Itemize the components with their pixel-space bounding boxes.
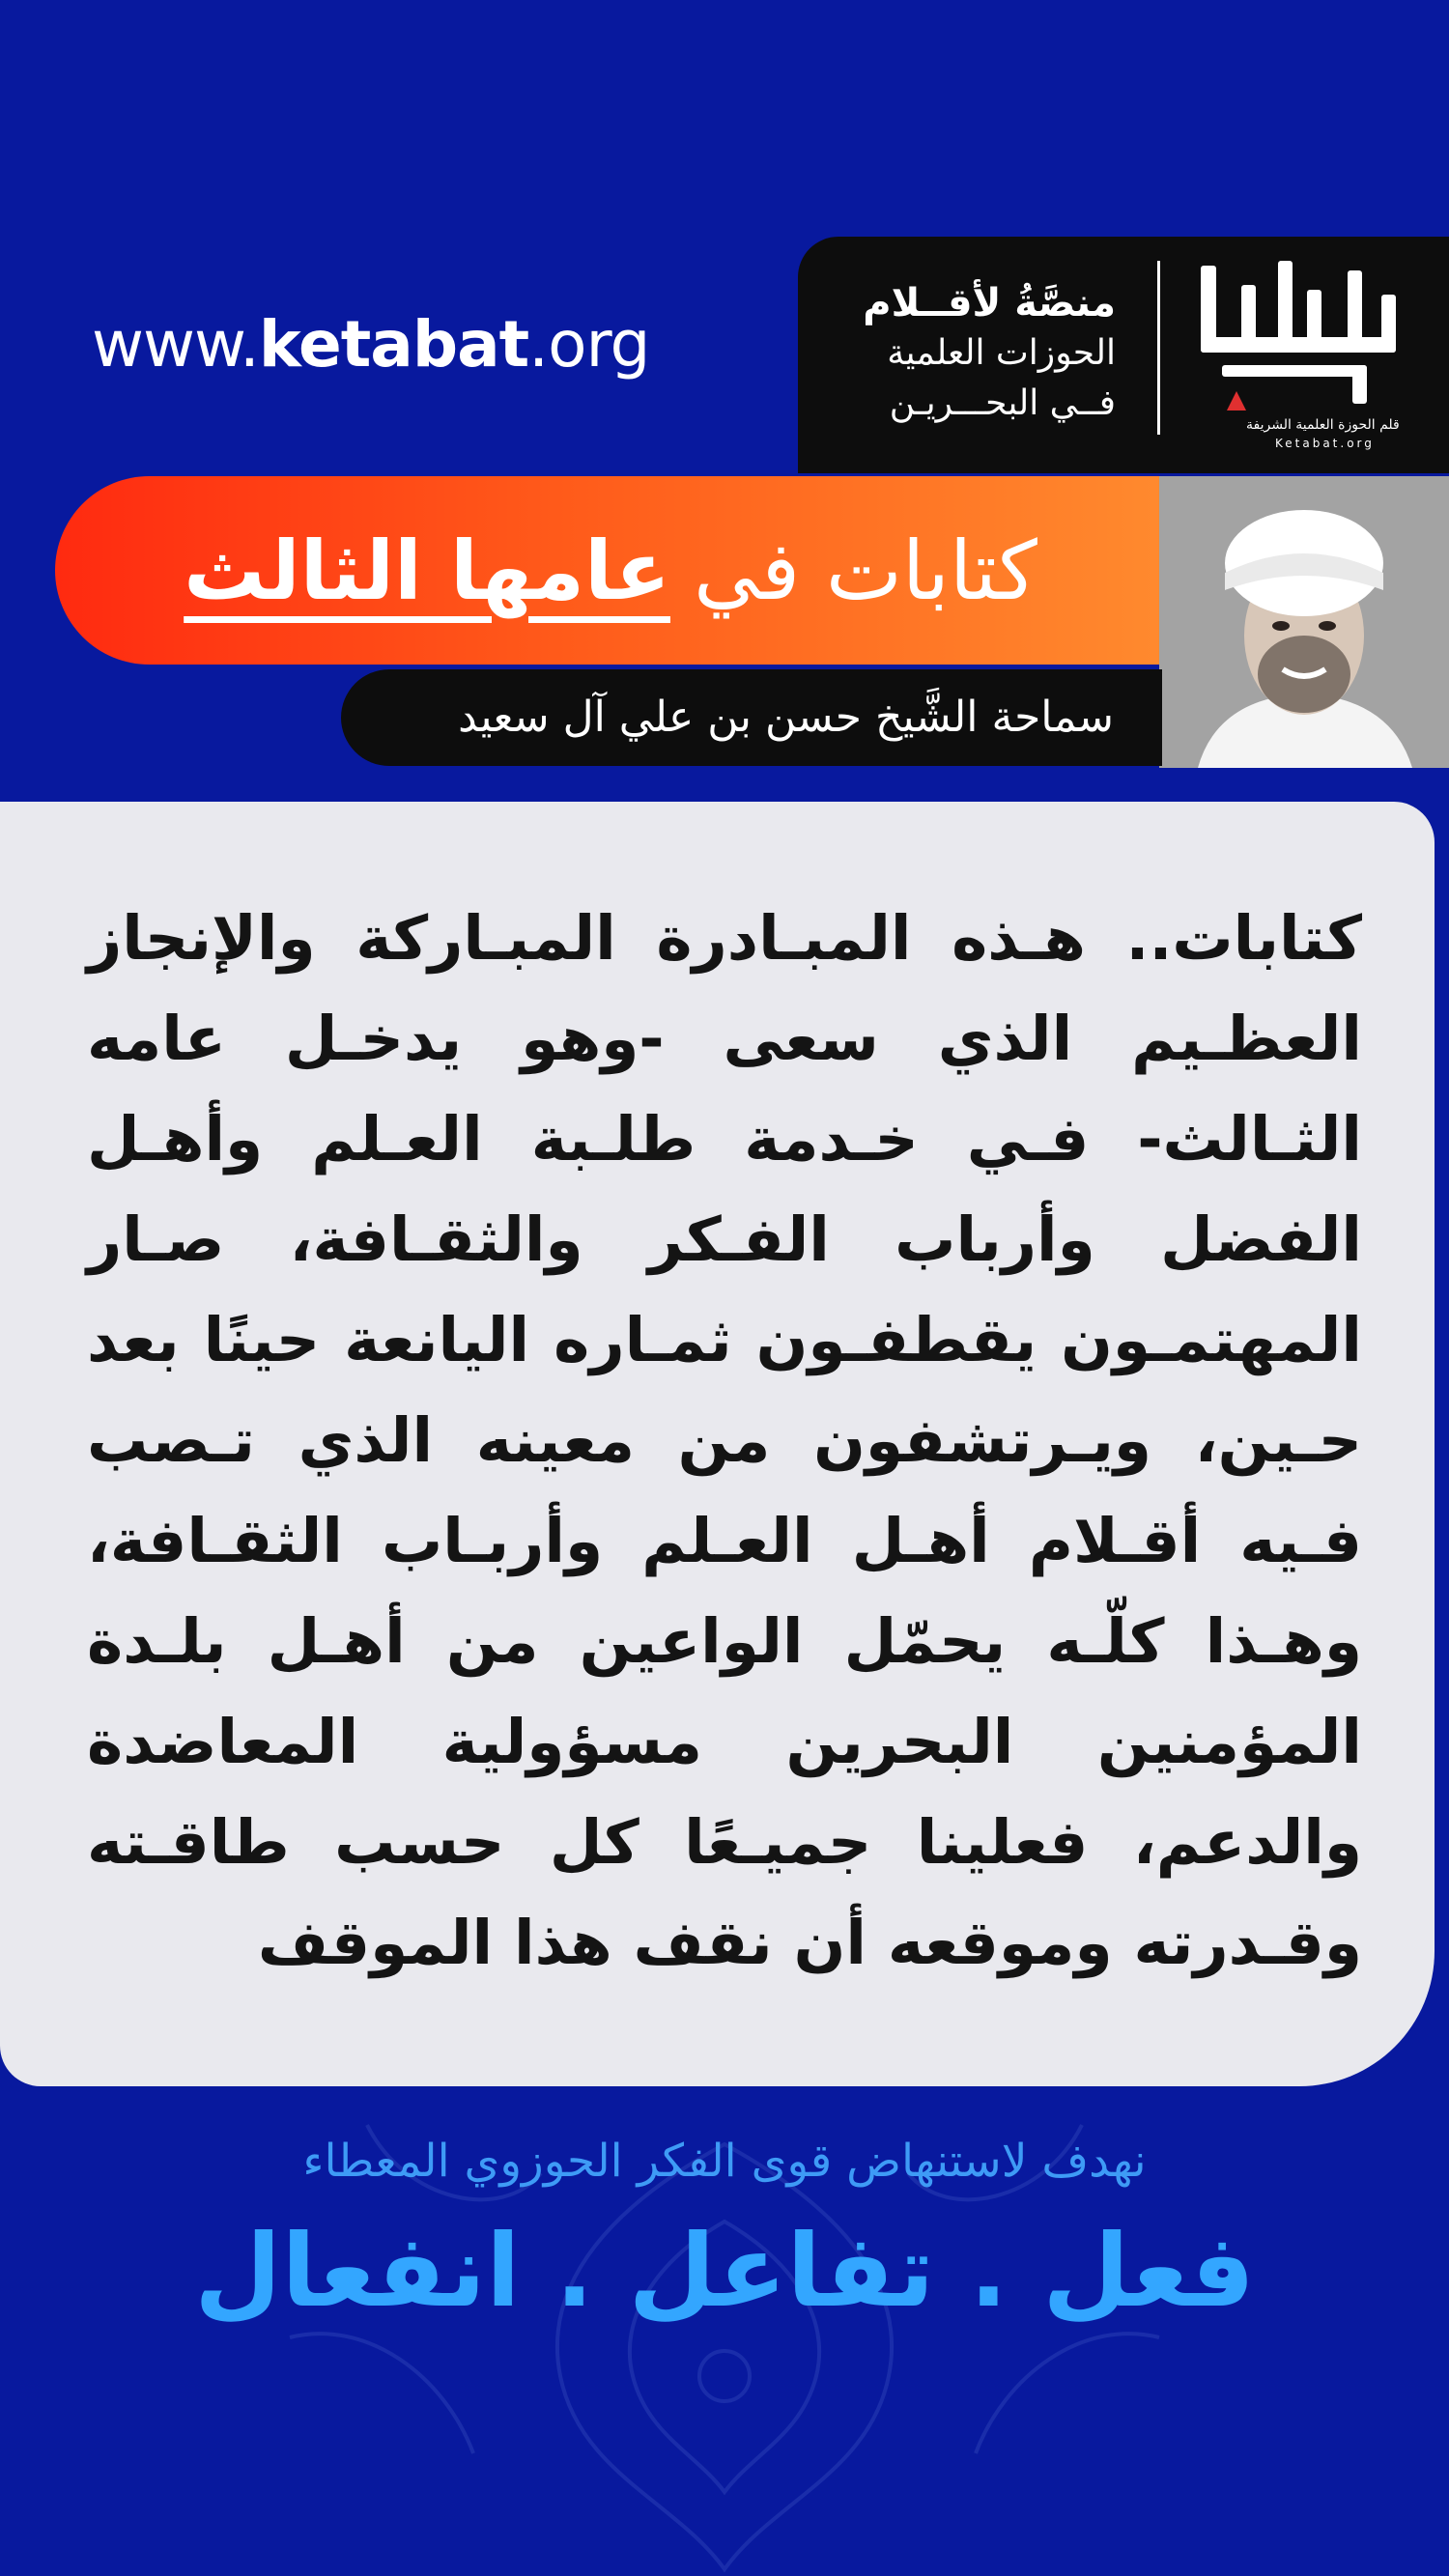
title-part-2: عامها الثالث bbox=[184, 523, 670, 618]
title-banner bbox=[55, 476, 1166, 665]
logo-divider bbox=[1157, 261, 1160, 435]
title-part-1: كتابات في bbox=[693, 523, 1037, 618]
logo-subtitle: قلم الحوزة العلمية الشريفة bbox=[1246, 417, 1400, 433]
author-name: سماحة الشَّيخ حسن بن علي آل سعيد bbox=[458, 693, 1114, 742]
website-url[interactable]: www.ketabat.org bbox=[92, 307, 650, 382]
tagline-line-3: فــي البحـــريـن bbox=[889, 383, 1116, 423]
article-text: كتابات.. هـذه المبـادرة المبـاركة والإنجاز العظـيم الذي سعى -وهو يدخـل عامه الثـالث- فـي خـدمة طلـبة العـلم وأهـل الفضل وأرباب الفـكر والثقـافة، صـار المهتمـون يقطفـون ثمـاره اليانعة حينًا بعد حـين، ويـرتشفون من معينه الذي تـصب فـيه أقـلام أهـل العـلم وأربـاب الثقـافة، وهـذا كلّـه يحمّل الواعين من أهـل بلـدة المؤمنين البحرين مسؤولية المعاضدة والدعم، فعلينا جميـعًا كل حسب طاقـته وقـدرته وموقعه أن نقف هذا الموقف bbox=[87, 903, 1362, 1978]
platform-tagline bbox=[826, 278, 1116, 429]
goal-text: نهدف لاستنهاض قوى الفكر الحوزوي المعطاء bbox=[302, 2135, 1147, 2188]
author-banner bbox=[341, 669, 1162, 766]
tagline-line-1: منصَّةُ لأقــلام bbox=[863, 281, 1116, 326]
author-portrait-icon bbox=[1159, 476, 1449, 768]
page-title bbox=[55, 476, 1166, 665]
ketabat-logo-icon bbox=[1193, 251, 1406, 444]
logo-latin: Ketabat.org bbox=[1275, 437, 1375, 450]
tagline-line-2: الحوزات العلمية bbox=[887, 333, 1116, 373]
slogan: فعل . تفاعل . انفعال bbox=[194, 2212, 1255, 2330]
author-photo bbox=[1159, 476, 1449, 768]
